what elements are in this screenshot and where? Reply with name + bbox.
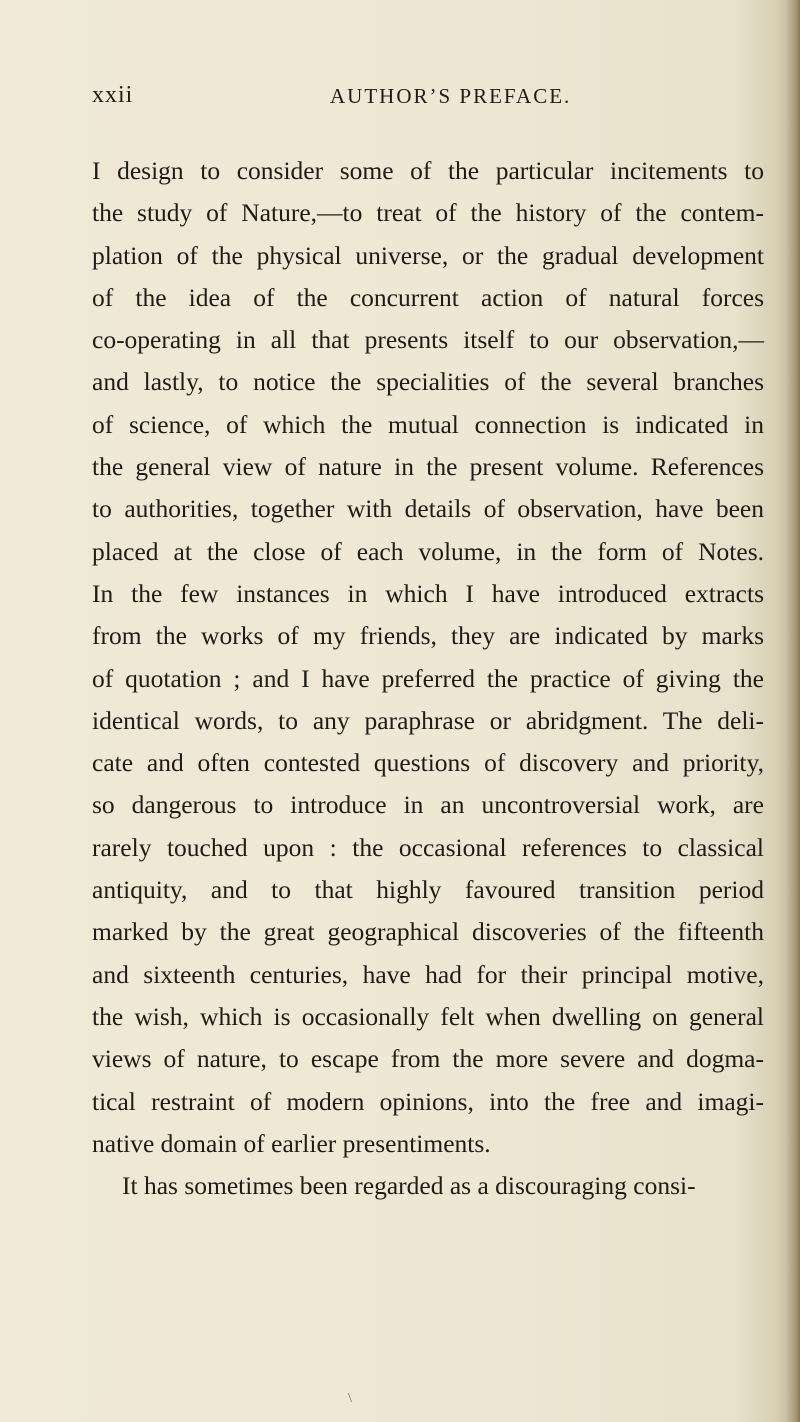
footer-mark: \ xyxy=(348,1391,352,1406)
text-line: I design to consider some of the particular incitements to xyxy=(92,156,764,185)
text-line: marked by the great geographical discoveries of the fifteenth xyxy=(92,917,764,947)
text-line: the general view of nature in the present volume. References xyxy=(92,452,764,482)
running-head-title: AUTHOR’S PREFACE. xyxy=(330,84,572,108)
text-line: cate and often contested questions of discovery and priority, xyxy=(92,748,764,778)
text-line: to authorities, together with details of observation, have been xyxy=(92,494,764,524)
text-line: of science, of which the mutual connection is indicated in xyxy=(92,409,764,439)
text-line: and lastly, to notice the specialities of the several branches xyxy=(92,367,764,397)
text-line: tical restraint of modern opinions, into the free and imagi- xyxy=(92,1086,764,1116)
text-line-paragraph-start: It has sometimes been regarded as a discouraging consi- xyxy=(122,1171,696,1201)
text-line: views of nature, to escape from the more severe and dogma- xyxy=(92,1044,764,1074)
text-line: the wish, which is occasionally felt when dwelling on general xyxy=(92,1001,764,1031)
text-line: the study of Nature,—to treat of the history of the contem- xyxy=(92,198,764,228)
page-number: xxii xyxy=(92,82,134,108)
text-line: and sixteenth centuries, have had for their principal motive, xyxy=(92,959,764,989)
text-line: of quotation ; and I have preferred the practice of giving the xyxy=(92,663,764,693)
text-line: identical words, to any paraphrase or abridgment. The deli- xyxy=(92,705,764,735)
text-line-paragraph-end: native domain of earlier presentiments. xyxy=(92,1128,491,1158)
body-text xyxy=(92,150,764,1207)
page-edge-shadow xyxy=(786,0,800,1422)
text-line: of the idea of the concurrent action of natural forces xyxy=(92,282,764,312)
text-line: from the works of my friends, they are indicated by marks xyxy=(92,621,764,651)
text-line: so dangerous to introduce in an uncontroversial work, are xyxy=(92,790,764,820)
text-line: co-operating in all that presents itself to our observation,— xyxy=(92,325,764,355)
text-line: plation of the physical universe, or the gradual development xyxy=(92,240,764,270)
text-line: antiquity, and to that highly favoured transition period xyxy=(92,875,764,905)
text-line: rarely touched upon : the occasional references to classical xyxy=(92,832,764,862)
text-line: In the few instances in which I have introduced extracts xyxy=(92,578,764,608)
text-line: placed at the close of each volume, in the form of Notes. xyxy=(92,536,764,566)
running-head xyxy=(92,82,722,112)
